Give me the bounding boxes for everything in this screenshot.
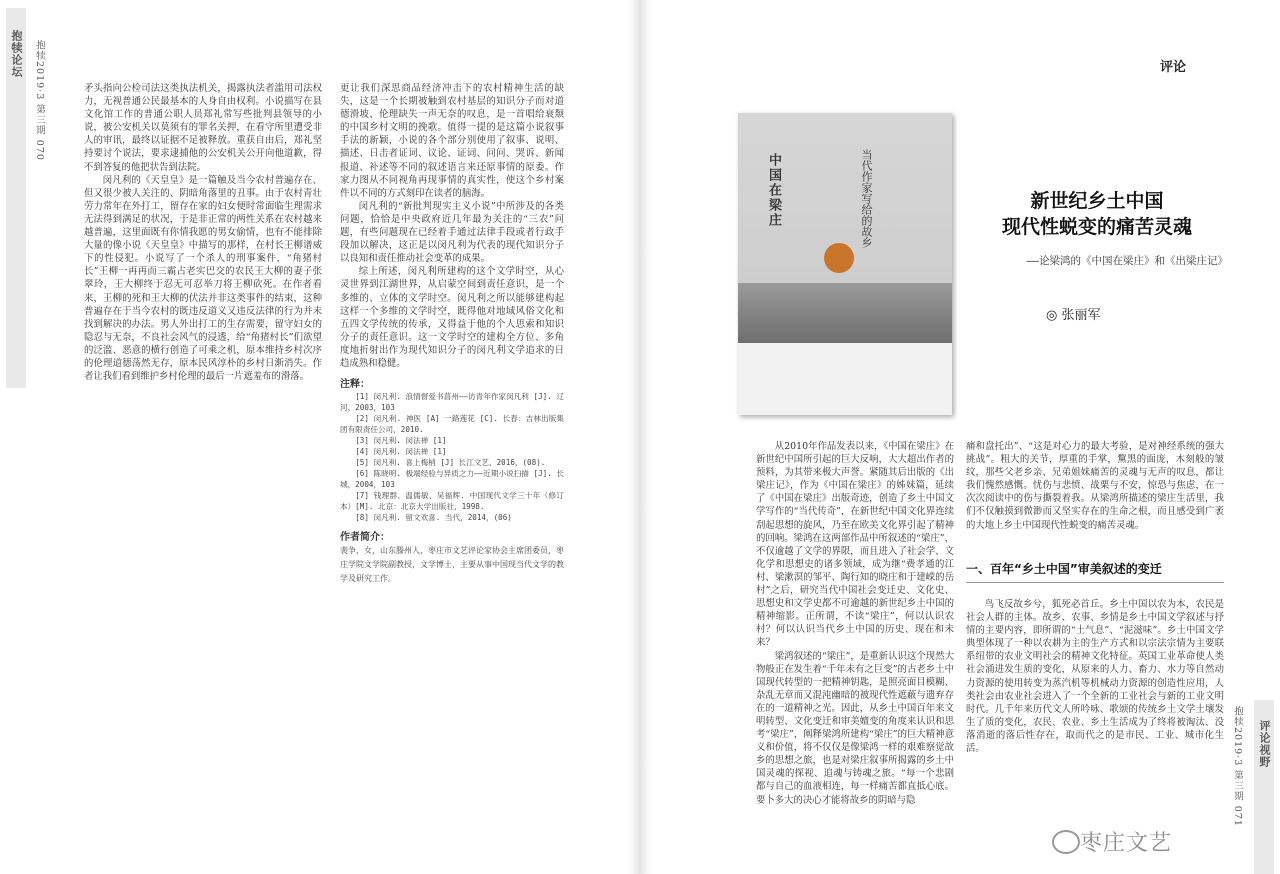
- right-col1-para-1: 从2010年作品发表以来，《中国在梁庄》在新世纪中国所引起的巨大反响，大大超出作者的预料，为其带来极大声誉。紧随其后出版的《出梁庄记》，作为《中国在梁庄》的姊妹篇，延续了《中国在梁庄》出版奇迹，创造了乡土中国文学写作的“当代传奇”，在新世纪中国文化界连续刮起思想的旋风，乃至在欧美文化界引起了精神的回响。梁鸿在这两部作品中所叙述的“梁庄”，不仅逾越了文学的界限，而且进入了社会学、文化学和思想史的诸多领域，成为继“费孝通的江村、梁漱溟的邹平、陶行知的晓庄和于建嵘的岳村”之后，研究当代中国社会变迁史、文化史、思想史和文学史都不可逾越的新世纪乡土中国的精神缩影。正所谓，不读“梁庄”，何以认识农村？何以认识当代乡土中国的历史、现在和未来？: [756, 441, 954, 649]
- note-6: [6] 陈晓明. 极端经验与异质之力——近期小说扫描 [J]. 长城，2004，103: [340, 469, 564, 490]
- left-col2-para-3: 综上所述，闵凡利所建构的这个文学时空，从心灵世界到江湖世界，从启蒙空间到责任意识，是一个多维的、立体的文学时空。闵凡利之所以能够建构起这样一个多维的文学时空，既得他对地域风俗文化和五四文学传统的传承，又得益于他的个人思索和知识分子的责任意识。这一文学时空的建构全方位、多角度地折射出作为现代知识分子的闵凡利文学追求的日趋成熟和稳健。: [340, 266, 564, 369]
- left-column-1: [84, 82, 322, 842]
- author-intro-title: 作者简介：: [340, 532, 390, 544]
- notes-title: 注释：: [340, 379, 370, 391]
- author-intro-text: 裴争，女，山东滕州人，枣庄市文艺评论家协会主席团委员，枣庄学院文学院副教授，文学博士，主要从事中国现当代文学的教学及研究工作。: [340, 546, 564, 584]
- note-3: [3] 闵凡利. 闵法禅 [1]: [355, 436, 447, 446]
- book-cover-image: [738, 113, 952, 415]
- left-col1-para-1: 矛头指向公检司法这类执法机关，揭露执法者滥用司法权力，无视普通公民最基本的人身自由权利。小说描写在县文化馆工作的普通公职人员郑礼常写些批判县领导的小说，被公安机关以莫须有的罪名关押，在看守所里遭受非人的审讯，最终以证据不足被释放。重获自由后，郑礼坚持要讨个说法，要求逮捕他的公安机关公开向他道歉，得不到答复的他把状告到法院。: [84, 83, 322, 173]
- right-margin-strip: [1254, 700, 1274, 874]
- right-col2-para-2: 鸟飞反故乡兮，狐死必首丘。乡土中国以农为本，农民是社会人群的主体。故乡、农事、乡情是乡土中国文学叙述与抒情的主要内容，即所谓的“土气息”、“泥滋味”。乡土中国文学典型体现了一种以农耕为主的生产方式和以宗法宗情为主要联系纽带的农业文明社会的精神文化特征。英国工业革命使人类社会涌进发生质的变化，从原来的人力、畜力、水力等自然动力资源的使用转变为蒸汽机等机械动力资源的创造性应用，人类社会由农业社会进入了一个全新的工业社会与新的工业文明时代。几千年来历代文人所吟咏、歌颂的传统乡土文学土壤发生了质的变化，农民、农业、乡土生活成为了终将被淘汰、没落消逝的落后性存在，取而代之的是市民、工业、城市化生活。: [966, 599, 1224, 755]
- note-5: [5] 闵凡利. 喜上梅梢 [J] 长江文艺，2016，(08).: [355, 458, 546, 468]
- article-title-line-2: 现代性蜕变的痛苦灵魂: [1001, 216, 1192, 238]
- note-8: [8] 闵凡利. 留文欢喜. 当代，2014，(06): [355, 513, 512, 523]
- right-col2-para-1: 痛和盘托出”、“这是对心力的最大考验，是对神经系统的强大挑战”。粗大的关节，厚重的手掌，黧黑的面庞，木刻般的皱纹，那些父老乡亲、兄弟姐妹痛苦的灵魂与无声的叹息，都让我们愧然感慨。忧伤与悲愤、战栗与不安，惊恐与焦虑，在一次次阅读中的伤与撕裂着我。从梁鸿所描述的梁庄生活里，我们不仅触摸到微渺而又坚实存在的生命之根，而且感受到广袤的大地上乡土中国现代性蜕变的痛苦灵魂。: [966, 441, 1224, 531]
- note-1: [1] 闵凡利. 浪情督爱书菖州——访青年作家闵凡利 [J]. 辽河，2003，103: [340, 392, 564, 413]
- article-subtitle: ——论梁鸿的《中国在梁庄》和《出梁庄记》: [1026, 255, 1228, 267]
- left-strip-meta: 抱犊2019·3 第三期 070: [34, 40, 45, 161]
- section-label: 评论: [1160, 60, 1187, 75]
- left-col2-para-2: 闵凡利的“新批判现实主义小说”中所涉及的各类问题，恰恰是中央政府近几年最为关注的“三农”问题，有些问题现在已经着手通过法律手段或者行政手段加以解决，这正是以闵凡利为代表的现代知识分子以良知和责任推动社会变革的成果。: [340, 200, 564, 265]
- right-strip-title: 评论视野: [1258, 720, 1271, 768]
- note-7: [7] 钱理群、温儒敏、吴福辉. 中国现代文学三十年（修订本）[M]. 北京：北京大学出版社，1998.: [340, 491, 564, 512]
- book-band: [738, 343, 952, 415]
- left-col2-para-1: 更让我们深思商品经济冲击下的农村精神生活的缺失，这是一个长期被触到农村基层的知识分子而对道德滑坡、伦理缺失一声无奈的叹息，是一首唱给衰颓的中国乡村文明的挽歌。值得一提的是这篇小说叙事手法的新颖，小说的各个部分别使用了叙事、说明、描述、日击者证词、议论、证词、问问、哭诉、新闻报道、补述等不同的叙述语言来还原事情的原委。作家力图从不同视角再现事情的真实性，使这个乡村案件以不同的方式刻印在读者的脑海。: [340, 83, 564, 199]
- right-strip-meta: 抱犊2019·3 第三期 071: [1232, 706, 1243, 827]
- left-column-2: [340, 82, 564, 702]
- left-col1-para-2: 闵凡利的《天皇皇》是一篇触及当今农村普遍存在、但又很少被人关注的、阴暗角落里的丑事。由于农村青壮劳力常年在外打工，留存在家的妇女便时常面临生理需求无法得到满足的状况，于是非正常的两性关系在农村越来越普遍，这里面既有你情我愿的男女偷情，也有不能排除大量的像小说《天皇皇》中描写的那样，在村长王柳谱威下的性侵犯。小说写了一个杀人的刑事案件，“角猪村长”王柳一再再而三霸占老实巴交的农民王大柳的妻子张翠玲，王大柳终于忍无可忍举刀将王柳砍死。在作者看来，王柳的死和王大柳的伏法并非这类事件的结束，这种普遍存在于当今农村的既违反道义又违反法律的行为并未找到解决的办法。男人外出打工的生存需要，留守妇女的隐忍与无奈，不良社会风气的浸透，给“角猪村长”们欲望的泛滥、恶意的横行创造了可乘之机，原本维持乡村次序的伦理道德荡然无存，原本民风淳朴的乡村日渐消失。作者让我们看到维护乡村伦理的最后一片遮羞布的滑落。: [84, 174, 322, 383]
- right-column-2-bottom: [966, 598, 1224, 818]
- right-column-2-top: [966, 440, 1224, 552]
- wechat-icon: [1052, 830, 1080, 854]
- book-cover-subtitle: 当代作家写给的故乡: [860, 149, 873, 248]
- left-strip-title: 抱犊论坛: [10, 30, 23, 78]
- article-author: ◎ 张丽军: [1046, 308, 1101, 323]
- watermark-text: 枣庄文艺: [1080, 831, 1173, 856]
- note-2: [2] 闵凡利. 神医 [A] 一路莲花 [C]. 长春：吉林出版集团有限责任公司，2010.: [340, 414, 564, 435]
- book-gutter: [628, 0, 652, 874]
- book-badge-icon: [824, 243, 854, 273]
- left-margin-strip: [6, 8, 26, 388]
- book-cover-title: 中国在梁庄: [766, 153, 781, 228]
- section-heading-rule: [966, 582, 1224, 583]
- article-title: [952, 188, 1242, 240]
- right-col1-para-2: 梁鸿叙述的“梁庄”，是重新认识这个现然大物般正在发生着“千年未有之巨变”的古老乡土中国现代转型的一把精神钥匙，是照亮面目模糊、杂乱无章而又混沌幽暗的被现代性遮蔽与遗弃存在的一道精神之光。因此，从乡土中国百年来文明转型、文化变迁和审美嬗变的角度来认识和思考“梁庄”，阐释梁鸿所建构“梁庄”的巨大精神意义和价值，将不仅仅是像梁鸿一样的艰难察觉故乡的思想之旅，也是对梁庄叙事所揭露的乡土中国灵魂的探视、追魂与铸魂之旅。“每一个悲剧都与自己的血液相连，每一样痛苦都直抵心底。要卜多大的决心才能将故乡的阴暗与隐: [756, 650, 954, 806]
- note-4: [4] 闵凡利. 闵法禅 [1]: [355, 447, 447, 457]
- section-heading-1: 一、百年“乡土中国”审美叙述的变迁: [966, 562, 1162, 576]
- article-title-line-1: 新世纪乡土中国: [1030, 190, 1164, 212]
- right-column-1: [756, 440, 954, 844]
